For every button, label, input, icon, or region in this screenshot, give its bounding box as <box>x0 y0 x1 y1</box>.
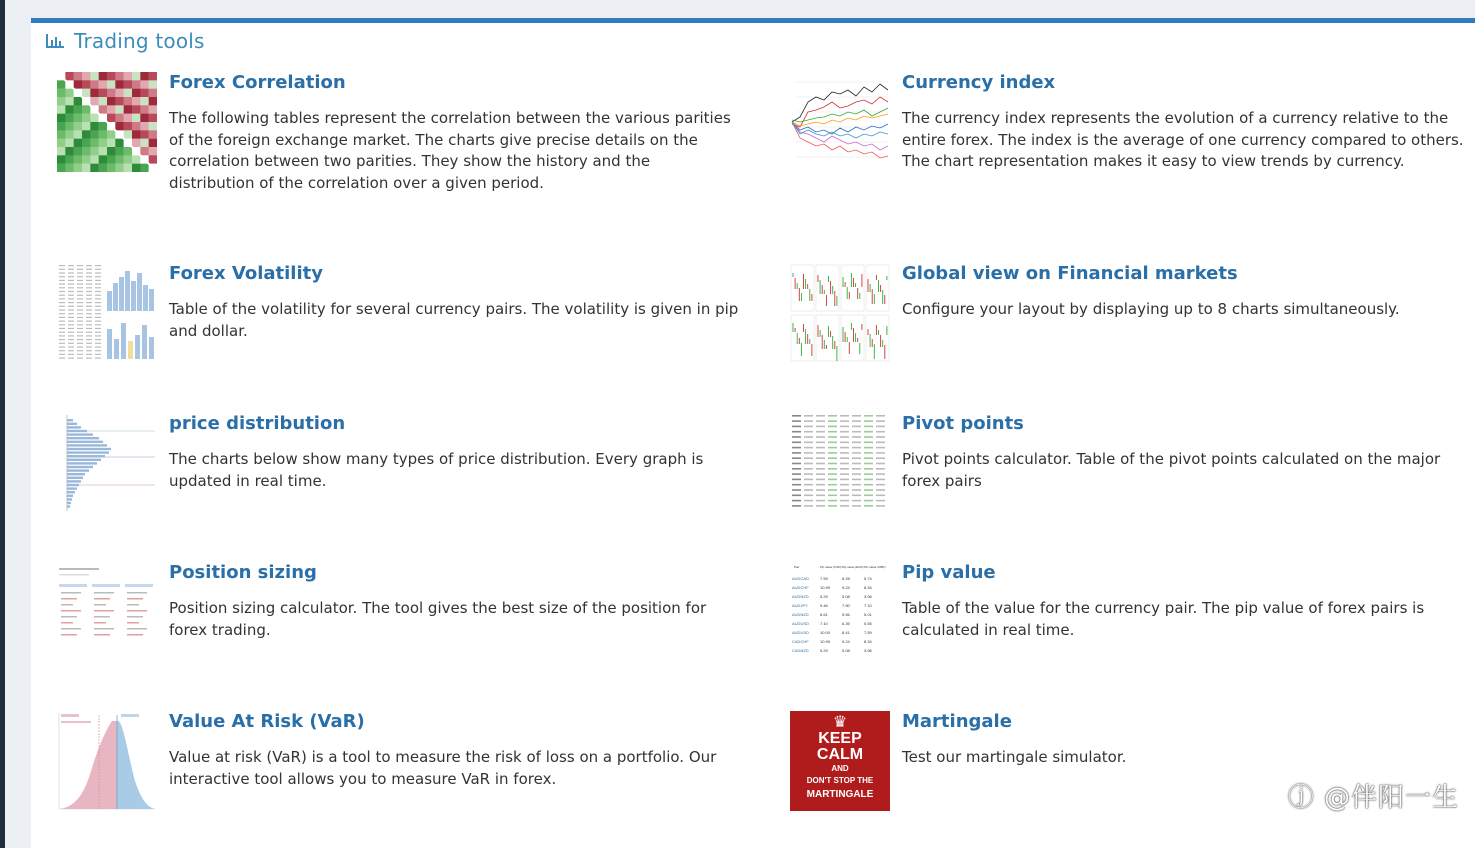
pip-table-cell: 10.99 <box>820 639 831 644</box>
currency-index-thumbnail[interactable] <box>790 72 890 172</box>
tool-price-distribution[interactable] <box>57 413 747 533</box>
martingale-title[interactable]: Martingale <box>902 711 1012 732</box>
position-sizing-description: Position sizing calculator. The tool gives the best size of the position for forex trading. <box>169 599 707 639</box>
price-distribution-title[interactable]: price distribution <box>169 413 346 434</box>
value-at-risk-thumbnail[interactable] <box>57 711 157 811</box>
price-distribution-thumbnail[interactable] <box>57 413 157 513</box>
forex-correlation-title[interactable]: Forex Correlation <box>169 72 346 93</box>
pip-table-cell: 8.41 <box>842 630 850 635</box>
pip-table-cell: 6.28 <box>842 576 850 581</box>
pip-table-header: Pip value (EUR) <box>842 565 864 569</box>
poster-calm: CALM <box>816 746 864 763</box>
global-view-title[interactable]: Global view on Financial markets <box>902 263 1238 284</box>
pip-table-cell: 8.34 <box>864 585 872 590</box>
pip-table-cell: 10.00 <box>820 630 831 635</box>
pip-table-cell: AUDCHF <box>792 585 809 590</box>
martingale-description: Test our martingale simulator. <box>902 748 1127 766</box>
pip-value-title[interactable]: Pip value <box>902 562 996 583</box>
tool-forex-volatility[interactable] <box>57 263 747 383</box>
forex-volatility-thumbnail[interactable] <box>57 263 157 363</box>
pip-table-cell: AUDCAD <box>792 576 809 581</box>
pip-table-cell: 10.99 <box>820 585 831 590</box>
pip-table-cell: AUDJPY <box>792 603 808 608</box>
panel-header <box>45 29 205 53</box>
pivot-points-thumbnail[interactable] <box>790 413 890 513</box>
poster-and: AND <box>831 764 849 773</box>
pip-table-cell: 5.29 <box>820 594 828 599</box>
martingale-thumbnail[interactable] <box>790 711 890 811</box>
pip-table-cell: AUDNZD <box>792 612 809 617</box>
pip-table-cell: 3.96 <box>864 648 872 653</box>
pip-table-cell: 7.59 <box>864 630 872 635</box>
position-sizing-thumbnail[interactable] <box>57 562 157 662</box>
pip-table-cell: 5.55 <box>864 621 872 626</box>
pip-table-cell: 9.46 <box>820 603 828 608</box>
pip-table-cell: 9.24 <box>842 639 850 644</box>
tool-pip-value[interactable] <box>790 562 1475 682</box>
position-sizing-title[interactable]: Position sizing <box>169 562 317 583</box>
pip-table-cell: 5.74 <box>864 576 872 581</box>
forex-volatility-title[interactable]: Forex Volatility <box>169 263 323 284</box>
tool-pivot-points[interactable] <box>790 413 1475 533</box>
global-view-description: Configure your layout by displaying up to 8 charts simultaneously. <box>902 300 1400 318</box>
poster-keep: KEEP <box>818 730 862 747</box>
poster-martingale: MARTINGALE <box>806 789 874 800</box>
pip-table-cell: CADCHF <box>792 639 809 644</box>
pip-table-cell: 8.34 <box>864 639 872 644</box>
pip-table-cell: 5.08 <box>842 594 850 599</box>
pip-table-cell: 9.24 <box>842 585 850 590</box>
pip-table-cell: 7.59 <box>820 576 828 581</box>
pip-table-cell: 5.29 <box>820 648 828 653</box>
global-view-thumbnail[interactable] <box>790 263 890 363</box>
tool-forex-correlation[interactable] <box>57 72 747 192</box>
pivot-points-description: Pivot points calculator. Table of the pivot points calculated on the major forex pairs <box>902 450 1441 490</box>
pip-table-cell: 6.61 <box>820 612 828 617</box>
forex-correlation-description: The following tables represent the correlation between the various parities of the foreign exchange market. The charts give precise details on the correlation between two parities. They show the history and the distribution of the correlation over a given period. <box>169 109 731 192</box>
pip-table-cell: AUDUSD <box>792 630 809 635</box>
pip-table-cell: 5.56 <box>842 612 850 617</box>
crown-icon: ♛ <box>832 714 848 731</box>
value-at-risk-title[interactable]: Value At Risk (VaR) <box>169 711 365 732</box>
pip-value-thumbnail[interactable] <box>790 562 890 662</box>
pip-table-header: Pip value (USD) <box>820 565 842 569</box>
pip-table-cell: 6.35 <box>842 621 850 626</box>
watermark: ⓙ @伴阳一生 <box>1287 783 1459 813</box>
left-edge-strip <box>0 0 5 848</box>
tool-currency-index[interactable] <box>790 72 1475 192</box>
price-distribution-description: The charts below show many types of price distribution. Every graph is updated in real time. <box>169 450 704 490</box>
currency-index-title[interactable]: Currency index <box>902 72 1056 93</box>
pip-table-cell: 5.08 <box>842 648 850 653</box>
pip-table-cell: AUDUSD <box>792 621 809 626</box>
pivot-points-title[interactable]: Pivot points <box>902 413 1024 434</box>
pip-table-cell: CADNZD <box>792 648 809 653</box>
pip-table-header: Pair <box>794 565 800 569</box>
panel-title: Trading tools <box>74 29 205 53</box>
pip-table-cell: AUDNZD <box>792 594 809 599</box>
forex-correlation-thumbnail[interactable] <box>57 72 157 172</box>
poster-dont-stop: DON'T STOP THE <box>806 776 874 785</box>
tool-value-at-risk[interactable] <box>57 711 747 831</box>
currency-index-description: The currency index represents the evolution of a currency relative to the entire forex. The index is the average of one currency compared to others. The chart representation makes it easy to view trends by currency. <box>902 109 1464 171</box>
forex-volatility-description: Table of the volatility for several currency pairs. The volatility is given in pip and dollar. <box>169 300 739 340</box>
pip-value-description: Table of the value for the currency pair. The pip value of forex pairs is calculated in real time. <box>902 599 1425 639</box>
tool-global-view[interactable] <box>790 263 1475 383</box>
tool-position-sizing[interactable] <box>57 562 747 682</box>
pip-table-cell: 7.90 <box>842 603 850 608</box>
value-at-risk-description: Value at risk (VaR) is a tool to measure the risk of loss on a portfolio. Our interactive tool allows you to measure VaR in forex. <box>169 748 717 788</box>
trading-tools-panel <box>31 18 1475 848</box>
pip-table-cell: 7.10 <box>820 621 828 626</box>
pip-table-cell: 5.01 <box>864 612 872 617</box>
pip-table-cell: 3.96 <box>864 594 872 599</box>
bar-chart-icon <box>45 32 65 50</box>
pip-table-header: Pip value (GBP) <box>864 565 886 569</box>
pip-table-cell: 7.10 <box>864 603 872 608</box>
